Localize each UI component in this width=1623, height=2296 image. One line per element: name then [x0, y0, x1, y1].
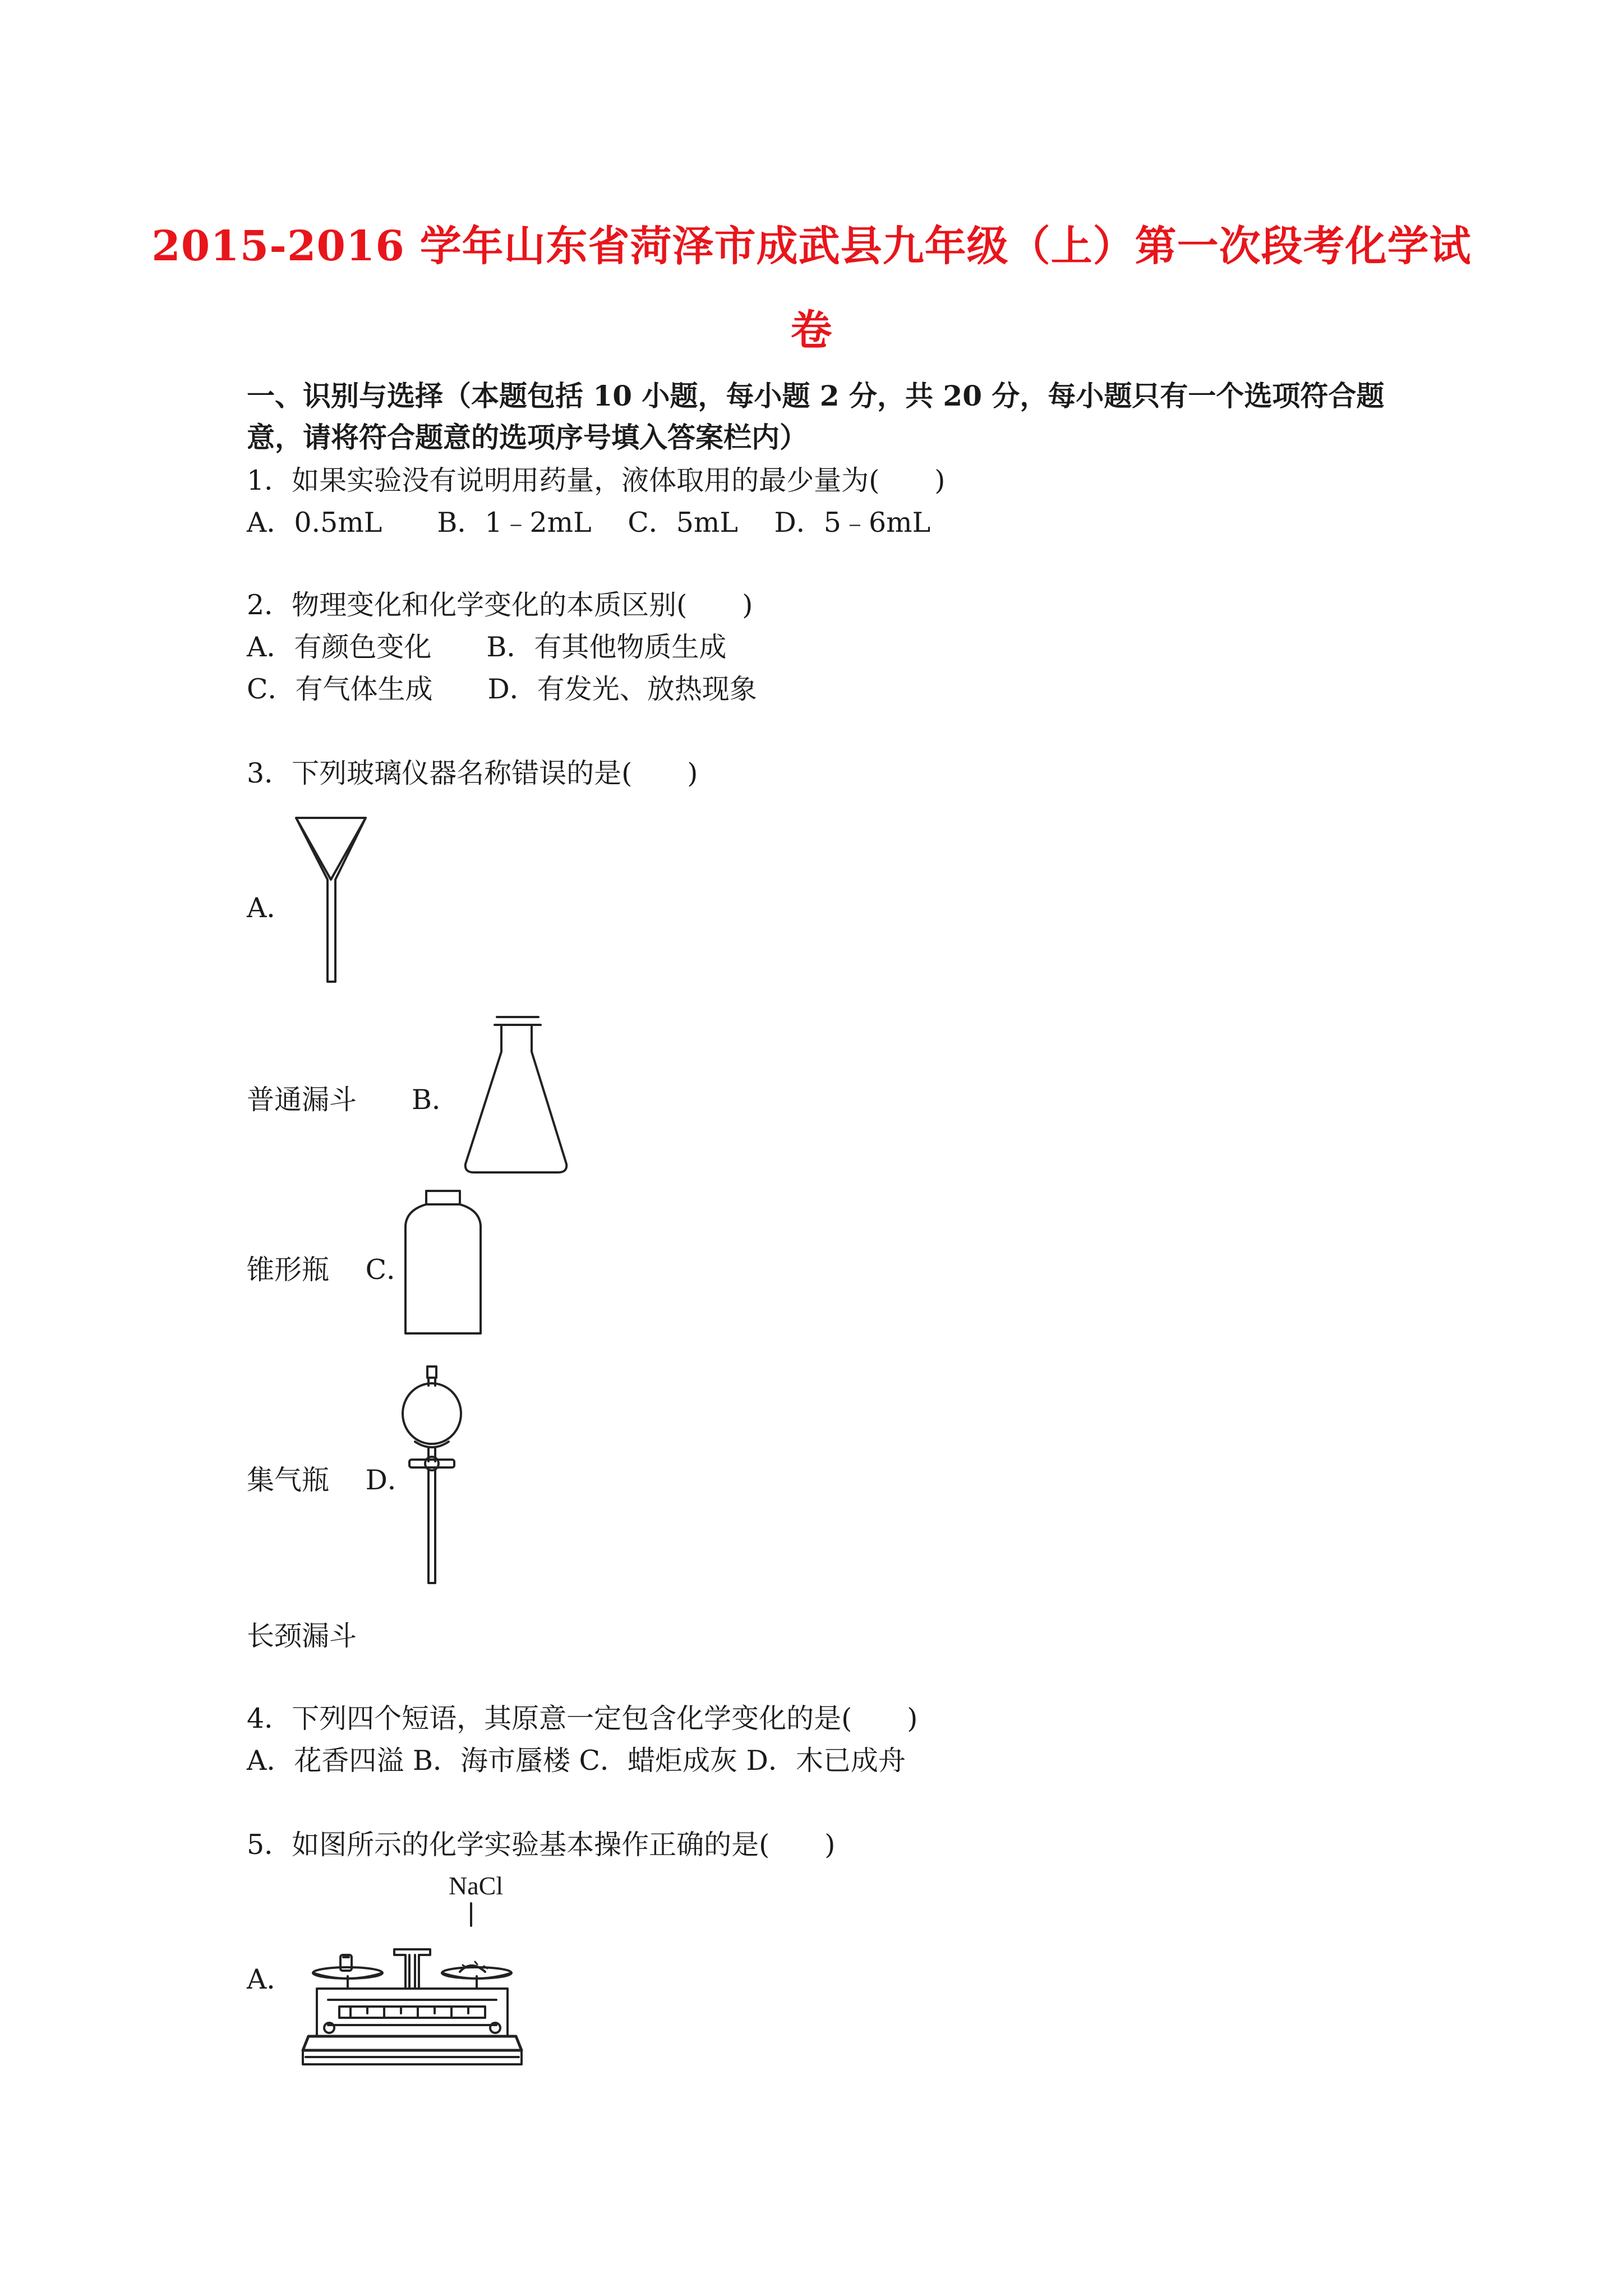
question-1-options: A．0.5mL B．1﹣2mL C．5mL D．5﹣6mL: [247, 507, 931, 539]
balance-nacl-label: NaCl: [449, 1871, 504, 1900]
question-3-stem: 3．下列玻璃仪器名称错误的是( ): [247, 757, 698, 789]
question-1-stem: 1．如果实验没有说明用药量，液体取用的最少量为( ): [247, 464, 946, 496]
question-3-option-a-label: A．: [247, 892, 294, 924]
question-4-options: A．花香四溢 B．海市蜃楼 C．蜡炬成灰 D．木已成舟: [247, 1745, 906, 1777]
question-3-option-b-label: 普通漏斗 B．: [247, 1084, 460, 1116]
question-4-stem: 4．下列四个短语，其原意一定包含化学变化的是( ): [247, 1703, 918, 1734]
question-2-options-line1: A．有颜色变化 B．有其他物质生成: [247, 631, 727, 663]
question-5-stem: 5．如图所示的化学实验基本操作正确的是( ): [247, 1829, 836, 1861]
question-2-stem: 2．物理变化和化学变化的本质区别( ): [247, 589, 753, 621]
section-heading-line1: 一、识别与选择（本题包括 10 小题，每小题 2 分，共 20 分，每小题只有一个选项符合题: [247, 379, 1385, 412]
section-heading-line2: 意，请将符合题意的选项序号填入答案栏内）: [247, 421, 808, 454]
question-3-option-c-label: 锥形瓶 C．: [247, 1254, 414, 1286]
page-title-line1: 2015-2016 学年山东省菏泽市成武县九年级（上）第一次段考化学试: [151, 222, 1472, 270]
conical-flask-icon: [460, 1013, 572, 1181]
question-3-option-d-label: 集气瓶 D．: [247, 1464, 415, 1496]
question-2-options-line2: C．有气体生成 D．有发光、放热现象: [247, 673, 757, 705]
balance-icon: [294, 1899, 530, 2070]
gas-jar-icon: [401, 1186, 485, 1338]
question-5-option-a-label: A．: [247, 1963, 294, 1995]
page-title-line2: 卷: [790, 306, 833, 355]
separatory-funnel-icon: [393, 1363, 471, 1588]
funnel-icon: [292, 813, 370, 993]
question-3-option-d-name: 长颈漏斗: [247, 1620, 357, 1652]
